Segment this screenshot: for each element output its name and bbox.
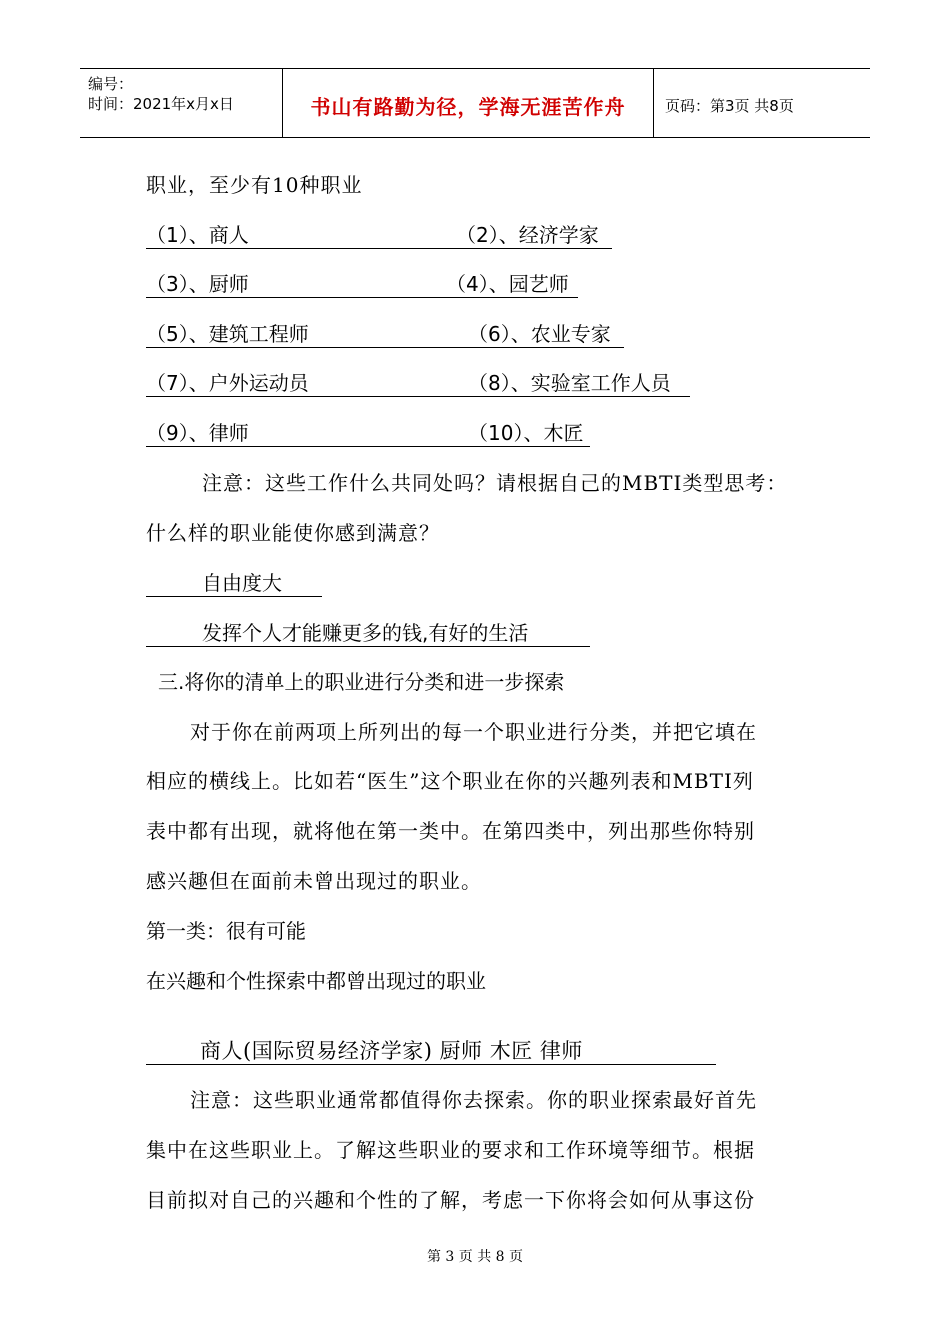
section3-title: 三.将你的清单上的职业进行分类和进一步探索 (158, 670, 565, 694)
note1-line1: 注意：这些工作什么共同处吗？请根据自己的MBTI类型思考： (202, 471, 788, 495)
header-page-info: 页码：第3页 共8页 (665, 97, 794, 115)
category1-description: 在兴趣和个性探索中都曾出现过的职业 (146, 969, 486, 993)
document-time-label: 时间：2021年x月x日 (88, 95, 234, 113)
job-item-3: （3）、厨师 (146, 272, 249, 296)
paragraph-line-2: 相应的横线上。比如若“医生”这个职业在你的兴趣列表和MBTI列 (146, 769, 754, 793)
paragraph-line-1: 对于你在前两项上所列出的每一个职业进行分类，并把它填在 (190, 720, 757, 744)
answer-underline (146, 596, 322, 597)
header-motto: 书山有路勤为径，学海无涯苦作舟 (310, 95, 626, 119)
note2-line-2: 集中在这些职业上。了解这些职业的要求和工作环境等细节。根据 (146, 1138, 755, 1162)
job-row-underline (146, 297, 578, 298)
category1-answer: 商人(国际贸易经济学家) 厨师 木匠 律师 (200, 1039, 583, 1063)
job-item-10: （10）、木匠 (468, 421, 584, 445)
paragraph-line-4: 感兴趣但在面前未曾出现过的职业。 (146, 869, 482, 893)
category1-underline (146, 1064, 716, 1065)
job-row-underline (146, 248, 612, 249)
answer-2: 发挥个人才能赚更多的钱,有好的生活 (202, 621, 529, 645)
header-page-cell (653, 69, 870, 137)
job-item-5: （5）、建筑工程师 (146, 322, 309, 346)
intro-text: 职业，至少有10种职业 (146, 173, 363, 197)
header-meta-cell (80, 69, 282, 137)
job-row-underline (146, 446, 590, 447)
document-number-label: 编号： (88, 75, 134, 93)
answer-underline (146, 646, 590, 647)
job-item-1: （1）、商人 (146, 223, 249, 247)
job-item-8: （8）、实验室工作人员 (468, 371, 671, 395)
job-item-9: （9）、律师 (146, 421, 249, 445)
job-item-7: （7）、户外运动员 (146, 371, 309, 395)
paragraph-line-3: 表中都有出现，就将他在第一类中。在第四类中，列出那些你特别 (146, 819, 755, 843)
page-header (80, 68, 870, 138)
note1-line2: 什么样的职业能使你感到满意？ (146, 521, 440, 545)
category1-title: 第一类：很有可能 (146, 919, 306, 943)
job-row-underline (146, 347, 624, 348)
note2-line-3: 目前拟对自己的兴趣和个性的了解，考虑一下你将会如何从事这份 (146, 1188, 755, 1212)
job-item-4: （4）、园艺师 (446, 272, 569, 296)
answer-1: 自由度大 (202, 571, 282, 595)
job-item-6: （6）、农业专家 (468, 322, 611, 346)
job-item-2: （2）、经济学家 (456, 223, 599, 247)
page-footer: 第 3 页 共 8 页 (426, 1249, 524, 1265)
note2-line-1: 注意：这些职业通常都值得你去探索。你的职业探索最好首先 (190, 1088, 757, 1112)
job-row-underline (146, 396, 690, 397)
header-motto-cell (282, 69, 654, 137)
